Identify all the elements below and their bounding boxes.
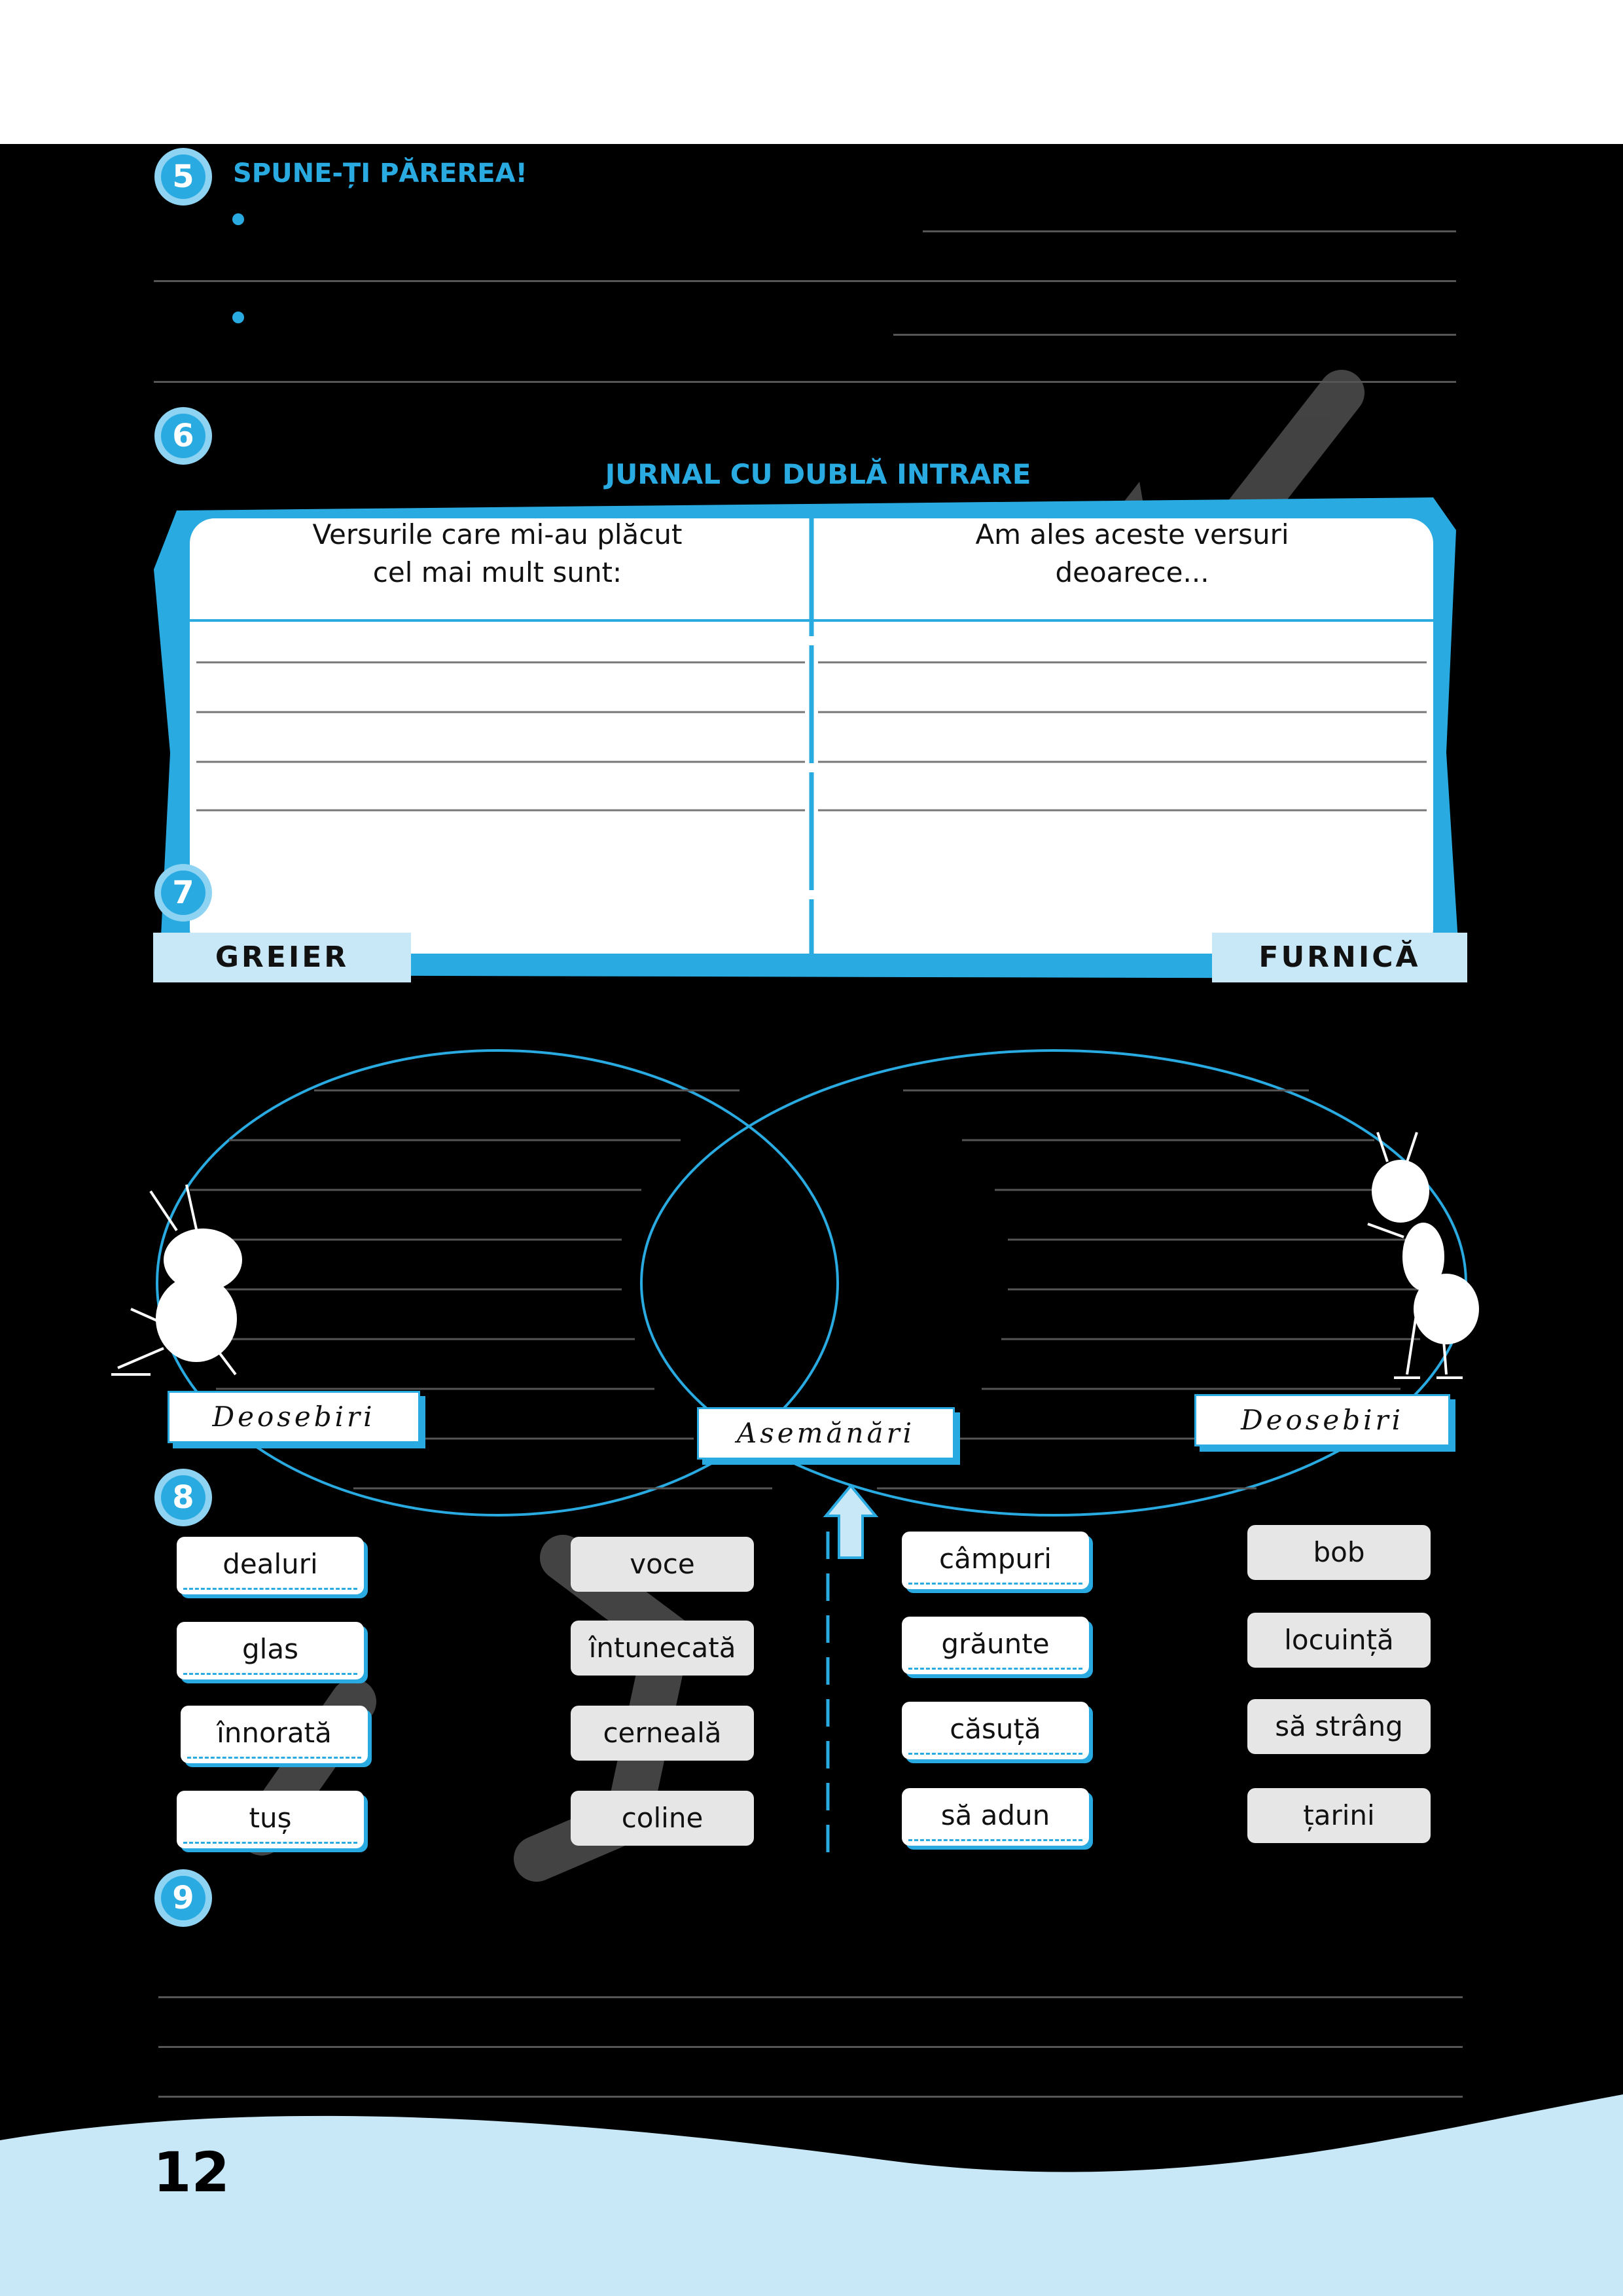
word-card[interactable]: să adun bbox=[902, 1788, 1089, 1846]
journal-right-header bbox=[831, 516, 1433, 592]
footer-wave bbox=[0, 2094, 1623, 2296]
furnica-tag: FURNICĂ bbox=[1212, 933, 1467, 982]
journal-left-header-line1: Versurile care mi-au plăcut bbox=[312, 518, 683, 550]
journal-right-header-line2: deoarece... bbox=[1055, 556, 1209, 588]
exercise-9-badge bbox=[152, 1867, 215, 1929]
word-card[interactable]: cerneală bbox=[571, 1706, 754, 1761]
word-card[interactable]: voce bbox=[571, 1537, 754, 1592]
similarities-label: Asemănări bbox=[697, 1407, 955, 1460]
word-card[interactable]: glas bbox=[177, 1622, 364, 1679]
word-card[interactable]: câmpuri bbox=[902, 1532, 1089, 1589]
journal-left-header bbox=[196, 516, 798, 592]
exercise-6-badge bbox=[152, 404, 215, 467]
greier-tag: GREIER bbox=[153, 933, 411, 982]
exercise-7-badge bbox=[152, 861, 215, 924]
word-card[interactable]: țarini bbox=[1247, 1788, 1431, 1843]
journal-left-header-line2: cel mai mult sunt: bbox=[372, 556, 622, 588]
exercise-5-badge bbox=[152, 145, 215, 208]
right-differences-label: Deosebiri bbox=[1194, 1394, 1450, 1446]
ant-illustration bbox=[1368, 1132, 1478, 1378]
journal-title: JURNAL CU DUBLĂ INTRARE bbox=[605, 458, 1031, 490]
word-card[interactable]: înnorată bbox=[181, 1706, 368, 1763]
word-card[interactable]: coline bbox=[571, 1791, 754, 1846]
journal-right-header-line1: Am ales aceste versuri bbox=[975, 518, 1289, 550]
exercise-5-title: SPUNE-ȚI PĂREREA! bbox=[233, 158, 527, 188]
exercise-7-number: 7 bbox=[172, 874, 194, 911]
page-number: 12 bbox=[153, 2140, 230, 2204]
left-differences-label: Deosebiri bbox=[168, 1391, 420, 1443]
answer-line[interactable] bbox=[158, 1996, 1463, 1998]
bullet-point bbox=[232, 213, 244, 225]
bullet-point bbox=[232, 312, 244, 323]
answer-line[interactable] bbox=[158, 2046, 1463, 2048]
word-card[interactable]: grăunte bbox=[902, 1617, 1089, 1674]
word-card[interactable]: să strâng bbox=[1247, 1699, 1431, 1754]
answer-line[interactable] bbox=[154, 280, 1456, 282]
answer-line[interactable] bbox=[154, 381, 1456, 383]
answer-line[interactable] bbox=[893, 334, 1456, 336]
exercise-5-number: 5 bbox=[172, 158, 194, 195]
word-card[interactable]: tuș bbox=[177, 1791, 364, 1848]
worksheet-page bbox=[0, 144, 1623, 2296]
answer-line[interactable] bbox=[923, 230, 1456, 232]
exercise-9-number: 9 bbox=[172, 1880, 194, 1916]
column-divider bbox=[821, 1532, 834, 1859]
exercise-8-number: 8 bbox=[172, 1479, 194, 1516]
cricket-illustration bbox=[111, 1185, 241, 1374]
word-card[interactable]: locuință bbox=[1247, 1613, 1431, 1668]
exercise-8-badge bbox=[152, 1466, 215, 1529]
word-card[interactable]: bob bbox=[1247, 1525, 1431, 1580]
word-card[interactable]: căsuță bbox=[902, 1702, 1089, 1759]
word-card[interactable]: întunecată bbox=[571, 1621, 754, 1676]
word-card[interactable]: dealuri bbox=[177, 1537, 364, 1594]
exercise-6-number: 6 bbox=[172, 418, 194, 454]
